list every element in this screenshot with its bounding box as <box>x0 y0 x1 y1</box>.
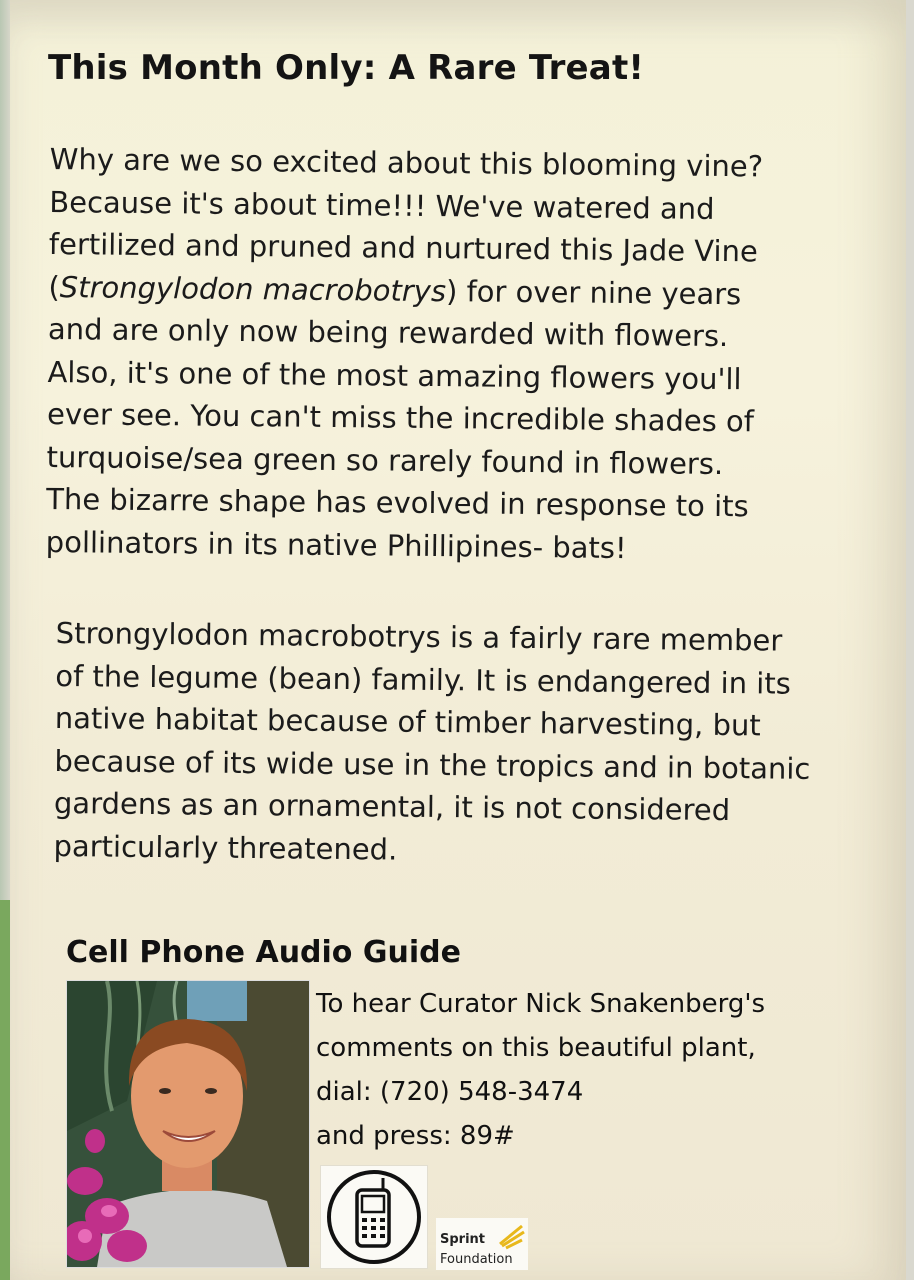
paragraph-line: Also, it's one of the most amazing flowers you'll <box>47 354 742 396</box>
audio-guide-title: Cell Phone Audio Guide <box>66 935 461 970</box>
sponsor-subtitle: Foundation <box>440 1252 513 1267</box>
paragraph-line: Because it's about time!!! We've watered and <box>49 184 715 226</box>
paragraph-line: The bizarre shape has evolved in response to its <box>46 481 749 524</box>
audio-guide-phone-number: dial: (720) 548-3474 <box>316 1077 584 1107</box>
audio-guide-line: To hear Curator Nick Snakenberg's <box>316 989 766 1019</box>
paragraph-line: and are only now being rewarded with flowers. <box>47 311 729 354</box>
sponsor-brand: Sprint <box>440 1232 486 1247</box>
audio-guide-instructions <box>316 982 765 1158</box>
wall-edge <box>0 0 10 1280</box>
curator-portrait <box>66 980 310 1268</box>
cell-phone-icon-box <box>320 1165 428 1269</box>
paragraph-line: Why are we so excited about this blooming vine? <box>49 141 764 184</box>
audio-guide-line: comments on this beautiful plant, <box>316 1033 756 1063</box>
sprint-foundation-logo <box>436 1218 528 1270</box>
paragraph-line: native habitat because of timber harvesting, but <box>54 700 761 743</box>
paragraph-line-italic-latin-name: (Strongylodon macrobotrys) for over nine years <box>48 269 742 311</box>
paragraph-line: fertilized and pruned and nurtured this Jade Vine <box>48 226 758 269</box>
paragraph-line: turquoise/sea green so rarely found in flowers. <box>46 439 724 481</box>
paragraph-line: particularly threatened. <box>53 828 398 867</box>
paragraph-line: pollinators in its native Phillipines- bats! <box>45 524 627 565</box>
paragraph-line: because of its wide use in the tropics and in botanic <box>54 743 811 786</box>
sprint-logo-icon <box>496 1222 526 1252</box>
paragraph-line: Strongylodon macrobotrys is a fairly rare member <box>55 615 783 658</box>
paragraph-line: gardens as an ornamental, it is not considered <box>53 785 731 828</box>
description-paragraph-1 <box>46 138 810 571</box>
audio-guide-code: and press: 89# <box>316 1121 515 1151</box>
cell-phone-icon <box>321 1166 427 1268</box>
sign-heading: This Month Only: A Rare Treat! <box>48 48 645 88</box>
description-paragraph-2 <box>53 612 816 875</box>
wall-green-strip <box>0 900 10 1280</box>
paragraph-line: ever see. You can't miss the incredible shades of <box>46 396 755 439</box>
curator-portrait-image <box>67 981 309 1267</box>
paragraph-line: of the legume (bean) family. It is endangered in its <box>55 658 792 701</box>
